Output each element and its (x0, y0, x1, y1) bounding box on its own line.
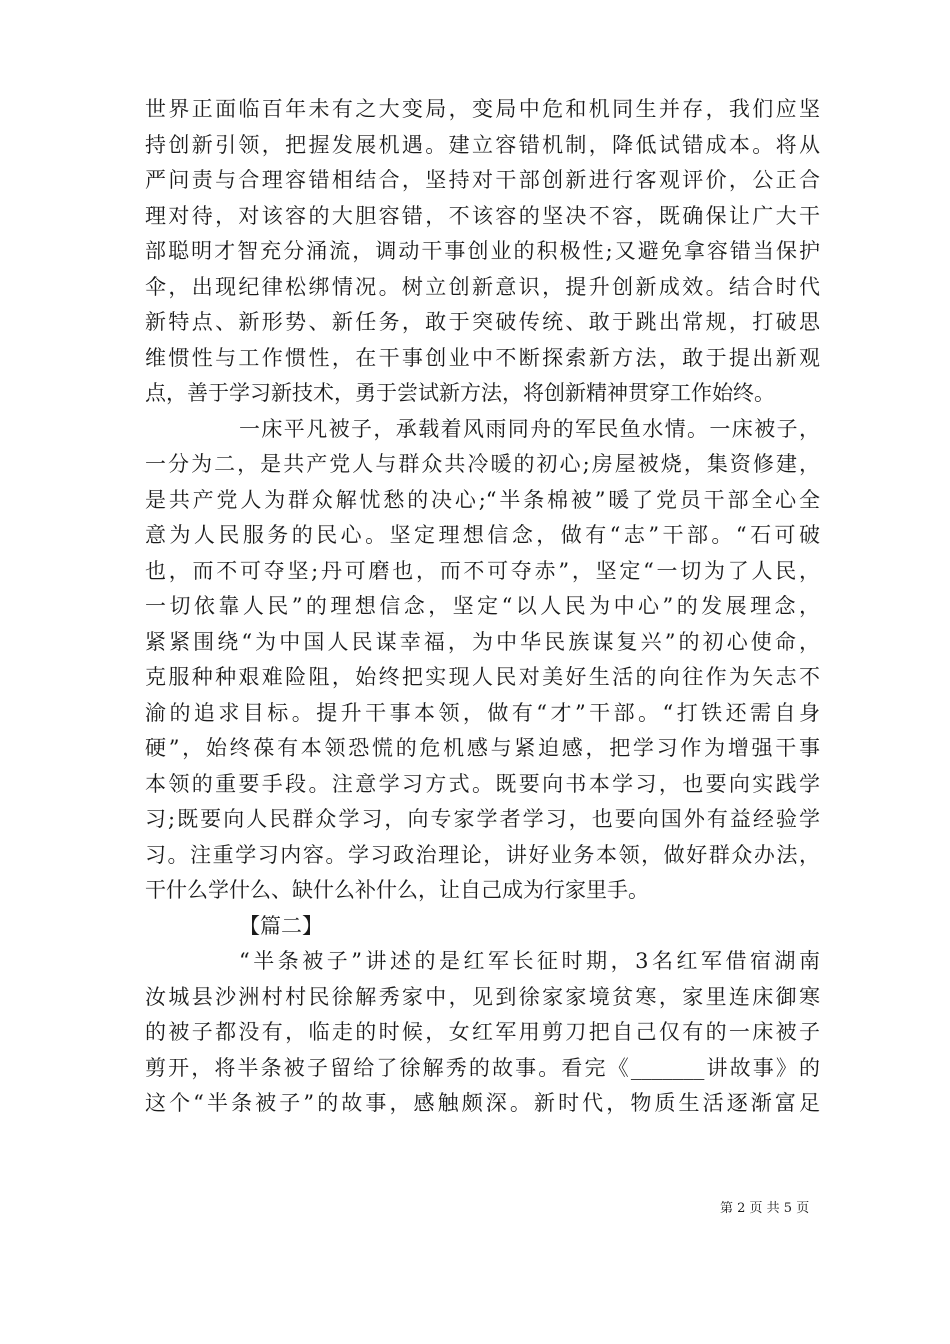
text-line: 维惯性与工作惯性，在干事创业中不断探索新方法，敢于提出新观 (145, 345, 820, 370)
text-line: 硬”，始终葆有本领恐慌的危机感与紧迫感，把学习作为增强干事 (145, 736, 820, 760)
text-line: 理对待，对该容的大胆容错，不该容的坚决不容，既确保让广大干 (145, 203, 820, 228)
text-line: 部聪明才智充分涌流，调动干事创业的积极性;又避免拿容错当保护 (145, 239, 820, 263)
text-line: 意为人民服务的民心。坚定理想信念，做有“志”干部。“石可破 (145, 523, 820, 547)
text-line: 也，而不可夺坚;丹可磨也，而不可夺赤”，坚定“一切为了人民， (145, 558, 820, 583)
text-line: 世界正面临百年未有之大变局，变局中危和机同生并存，我们应坚 (145, 97, 820, 121)
text-line: 一床平凡被子，承载着风雨同舟的军民鱼水情。一床被子， (239, 416, 820, 441)
text-line: 是共产党人为群众解忧愁的决心;“半条棉被”暖了党员干部全心全 (145, 487, 820, 512)
text-line: 持创新引领，把握发展机遇。建立容错机制，降低试错成本。将从 (145, 132, 820, 157)
text-line: 渝的追求目标。提升干事本领，做有“才”干部。“打铁还需自身 (145, 700, 820, 725)
text-line: 汝城县沙洲村村民徐解秀家中，见到徐家家境贫寒，家里连床御寒 (145, 984, 820, 1009)
text-line: 紧紧围绕“为中国人民谋幸福，为中华民族谋复兴”的初心使命， (145, 629, 820, 654)
text-line: 一切依靠人民”的理想信念，坚定“以人民为中心”的发展理念， (145, 594, 820, 618)
text-line: 一分为二，是共产党人与群众共冷暖的初心;房屋被烧，集资修建， (145, 452, 820, 476)
paragraph-3 (145, 944, 820, 1122)
page-number: 第 2 页 共 5 页 (720, 1201, 810, 1216)
text-line: 剪开，将半条被子留给了徐解秀的故事。看完《_______讲故事》的 (145, 1055, 820, 1080)
text-line: 习。注重学习内容。学习政治理论，讲好业务本领，做好群众办法， (145, 842, 820, 867)
text-line: 伞，出现纪律松绑情况。树立创新意识，提升创新成效。结合时代 (145, 274, 820, 299)
text-line: 的被子都没有，临走的时候，女红军用剪刀把自己仅有的一床被子 (145, 1020, 820, 1044)
text-line: 严问责与合理容错相结合，坚持对干部创新进行客观评价，公正合 (145, 168, 820, 192)
text-line: 干什么学什么、缺什么补什么，让自己成为行家里手。 (145, 878, 649, 902)
text-line: 习;既要向人民群众学习，向专家学者学习，也要向国外有益经验学 (145, 807, 820, 831)
text-line: “半条被子”讲述的是红军长征时期，3名红军借宿湖南 (239, 949, 820, 973)
section-heading: 【篇二】 (239, 913, 323, 938)
document-body (145, 92, 820, 1122)
paragraph-2 (145, 412, 820, 909)
paragraph-1 (145, 92, 820, 412)
text-line: 克服种种艰难险阻，始终把实现人民对美好生活的向往作为矢志不 (145, 665, 820, 689)
text-line: 新特点、新形势、新任务，敢于突破传统、敢于跳出常规，打破思 (145, 310, 820, 334)
text-line: 点，善于学习新技术，勇于尝试新方法，将创新精神贯穿工作始终。 (145, 381, 775, 405)
text-line: 本领的重要手段。注意学习方式。既要向书本学习，也要向实践学 (145, 771, 820, 796)
text-line: 这个“半条被子”的故事，感触颇深。新时代，物质生活逐渐富足 (145, 1091, 820, 1115)
